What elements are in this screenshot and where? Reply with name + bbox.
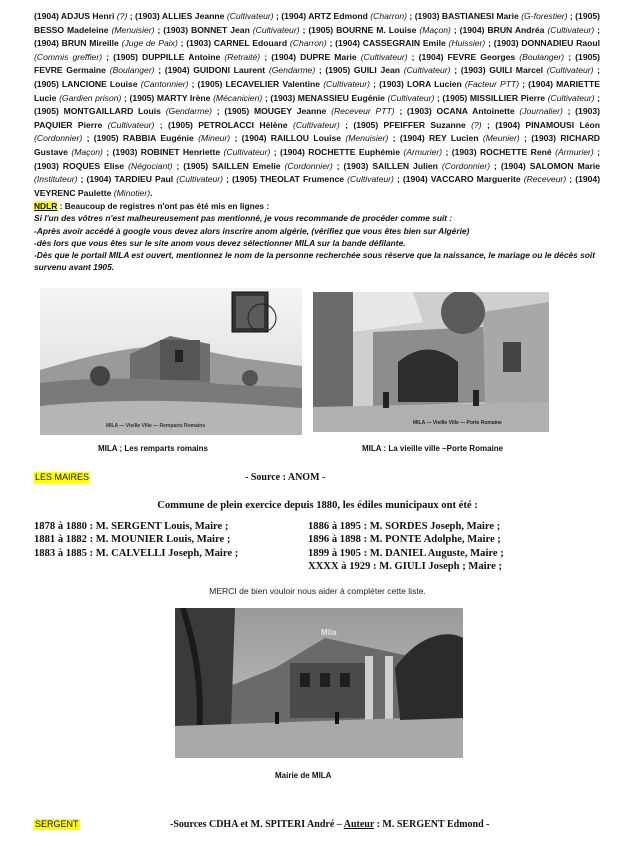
entry-name: (1905) DUPPILLE Antoine <box>113 51 221 62</box>
entry-occupation: (Négociant) <box>128 160 173 171</box>
registry-entry <box>94 133 230 143</box>
source-anom: - Source : ANOM - <box>245 472 326 483</box>
entry-name: (1903) CARNEL Edouard <box>186 38 288 49</box>
entry-name: (1905) LECAVELIER Valentine <box>197 78 321 89</box>
caption-remparts: MILA ; Les remparts romains <box>98 444 208 453</box>
entry-name: (1905) FEVRE Germaine <box>34 51 601 76</box>
entry-occupation: (Huissier) <box>448 38 486 49</box>
maires-intro: Commune de plein exercice depuis 1880, les édiles municipaux ont été : <box>157 500 478 511</box>
sources-suffix: : M. SERGENT Edmond - <box>374 819 490 830</box>
registry-entry <box>270 93 434 103</box>
caption-porte-romaine: MILA : La vieille ville –Porte Romaine <box>362 444 504 453</box>
registry-entry <box>461 65 594 75</box>
entry-name: (1904) ROCHETTE Euphémie <box>280 146 400 157</box>
entry-occupation: (Juge de Paix) <box>121 38 178 49</box>
entry-name: (1904) SALOMON Marie <box>500 160 601 171</box>
ndlr-label: NDLR <box>34 201 58 211</box>
entry-occupation: (Cordonnier) <box>34 133 83 144</box>
entry-name: (1904) PINAMOUSI Léon <box>495 119 601 130</box>
entry-name: (1904) BRUN Mireille <box>34 38 119 49</box>
entry-name: (1904) DUPRE Marie <box>271 51 357 62</box>
entry-name: (1903) ROCHETTE René <box>451 146 552 157</box>
registry-entry <box>34 106 212 116</box>
entry-occupation: (Commis greffier) <box>34 51 103 62</box>
entry-occupation: (Facteur PTT) <box>464 78 520 89</box>
entry-occupation: (Meunier) <box>482 133 520 144</box>
entry-name: (1903) MENASSIEU Eugénie <box>270 92 385 103</box>
entry-name: (1905) BESSO Madeleine <box>34 11 601 35</box>
registry-entry <box>168 120 340 130</box>
entry-name: (1903) RICHARD Gustave <box>34 133 600 157</box>
ndlr-note <box>34 200 600 274</box>
registry-entry <box>165 65 315 75</box>
maire-entry: 1883 à 1885 : M. CALVELLI Joseph, Maire ; <box>34 547 239 559</box>
entry-name: (1904) RAILLOU Louise <box>241 133 342 144</box>
entry-occupation: (Cultivateur) <box>547 24 595 35</box>
entry-occupation: (Cultivateur) <box>347 174 394 185</box>
registry-entry <box>34 38 178 48</box>
entry-name: (1903) ROQUES Elise <box>34 160 125 171</box>
registry-entry <box>34 79 188 89</box>
photo-mairie <box>175 608 463 758</box>
entry-name: (1904) GUIDONI Laurent <box>164 65 266 76</box>
entry-occupation: (Boulanger) <box>109 65 155 76</box>
entry-name: (1905) PFEIFFER Suzanne <box>353 119 466 130</box>
entry-occupation: (Cultivateur) <box>223 146 271 157</box>
registry-entry <box>325 65 450 75</box>
heading-les-maires: LES MAIRES <box>35 472 90 482</box>
registry-entry <box>419 52 565 62</box>
registry-entry <box>135 11 274 21</box>
entry-name: (1903) ROBINET Henriette <box>112 146 221 157</box>
entry-occupation: (Charron) <box>370 11 408 21</box>
entry-occupation: (Gendarme) <box>165 106 213 117</box>
entry-name: (1903) ALLIES Jeanne <box>134 11 225 21</box>
registry-entry <box>452 147 594 157</box>
entry-occupation: (Gardien prison) <box>59 92 122 103</box>
photo-porte-romaine <box>313 292 549 432</box>
entry-name: (1904) MARIETTE Lucie <box>34 78 601 103</box>
maire-entry: 1899 à 1905 : M. DANIEL Auguste, Maire ; <box>308 547 504 559</box>
sources-prefix: -Sources CDHA et M. SPITERI André – <box>170 819 344 830</box>
entry-occupation: (Cantonnier) <box>140 78 189 89</box>
registry-entry <box>281 11 407 21</box>
registry-entry <box>242 133 389 143</box>
ndlr-line: -Dès que le portail MILA est ouvert, mentionnez le nom de la personne recherchée sous réserve que la naissance, le mariage ou le décès soit survenu avant 1905. <box>34 250 596 273</box>
entry-occupation: (Cultivateur) <box>546 65 594 76</box>
entry-name: (1904) VEYRENC Paulette <box>34 174 601 198</box>
registry-entry <box>308 25 451 35</box>
ndlr-line: Si l'un des vôtres n'est malheureusement pas mentionné, je vous recommande de procéder comme suit : <box>34 213 453 224</box>
registry-entry <box>232 174 394 184</box>
registry-entry <box>379 79 519 89</box>
entry-name: (1905) MISSILLIER Pierre <box>442 92 546 103</box>
entry-occupation: (Minotier) <box>113 187 151 198</box>
maire-entry: 1881 à 1882 : M. MOUNIER Louis, Maire ; <box>34 534 231 546</box>
entry-name: (1904) ADJUS Henri <box>34 11 115 21</box>
photo-inner-caption: MILA — Vieille Ville — Porte Romaine <box>413 420 502 426</box>
entry-occupation: (Receveur) <box>523 174 567 185</box>
entry-name: (1904) FEVRE Georges <box>418 51 516 62</box>
entry-occupation: (Cultivateur) <box>107 119 155 130</box>
photo-inner-caption: MILA — Vieille Ville — Remparts Romains <box>106 423 206 429</box>
entry-occupation: (Menuisier) <box>345 133 389 144</box>
ndlr-line: -Après avoir accédé à google vous devez alors inscrire anom algérie, (vérifiez que vous êtes bien sur Algérie) <box>34 225 470 236</box>
entry-name: (1904) CASSEGRAIN Emile <box>335 38 446 49</box>
registry-entry <box>113 147 271 157</box>
entry-name: (1904) BRUN Andréa <box>459 24 545 35</box>
heading-sergent: SERGENT <box>35 819 79 829</box>
registry-entry <box>353 120 481 130</box>
entry-name: (1905) MONTGAILLARD Louis <box>34 106 161 117</box>
entry-occupation: (Cultivateur) <box>360 51 408 62</box>
registry-entry <box>34 161 172 171</box>
entry-name: (1904) VACCARO Marguerite <box>402 174 521 185</box>
registry-entry <box>163 25 299 35</box>
registry-entry <box>280 147 442 157</box>
maire-entry: 1896 à 1898 : M. PONTE Adolphe, Maire ; <box>308 534 501 546</box>
photo-inner-label: Mila <box>321 628 337 637</box>
registry-entry <box>186 38 326 48</box>
registry-entry <box>415 11 568 21</box>
ndlr-line: -dès lors que vous êtes sur le site anom vous devez sélectionner MILA sur la bande défilante. <box>34 237 406 248</box>
entry-occupation: (Mécanicien) <box>213 92 263 103</box>
maire-entry: XXXX à 1929 : M. GIULI Joseph ; Maire ; <box>308 560 503 572</box>
entry-name: (1905) MOUGEY Jeanne <box>224 106 327 117</box>
entry-name: (1905) MARTY Irène <box>129 92 211 103</box>
entry-occupation: (Cordonnier) <box>284 160 333 171</box>
registry-entry <box>86 174 223 184</box>
registry-entry <box>344 161 491 171</box>
entry-name: (1903) BONNET Jean <box>163 24 250 35</box>
maire-entry: 1878 à 1880 : M. SERGENT Louis, Maire ; <box>34 521 229 532</box>
registry-entry <box>442 93 594 103</box>
registry-entry <box>34 11 127 21</box>
entry-occupation: (Charron) <box>289 38 327 49</box>
entry-name: (1904) REY Lucien <box>399 133 479 144</box>
registry-entry <box>400 133 520 143</box>
entry-occupation: (Cultivateur) <box>403 65 451 76</box>
registry-entry <box>129 93 262 103</box>
entry-occupation: (Cordonnier) <box>441 160 491 171</box>
entry-occupation: (G-forestier) <box>521 11 568 21</box>
entry-occupation: (Boulanger) <box>519 51 565 62</box>
entry-occupation: (Armurier) <box>403 146 443 157</box>
merci-note: MERCI de bien vouloir nous aider à compléter cette liste. <box>209 586 426 596</box>
entry-occupation: (Cultivateur) <box>547 92 595 103</box>
entry-occupation: (Cultivateur) <box>387 92 435 103</box>
entry-occupation: (Menuisier) <box>111 24 155 35</box>
auteur-label: Auteur <box>343 819 375 830</box>
registry-entry <box>407 106 563 116</box>
entry-occupation: (Mineur) <box>198 133 231 144</box>
maire-entry: 1886 à 1895 : M. SORDES Joseph, Maire ; <box>308 521 501 532</box>
entry-name: (1903) SAILLEN Julien <box>343 160 438 171</box>
registry-entry <box>224 106 394 116</box>
registry-entry <box>271 52 407 62</box>
entry-name: (1905) PETROLACCI Hélène <box>168 119 288 130</box>
entry-name: (1905) SAILLEN Emelie <box>183 160 281 171</box>
entry-occupation: (Armurier) <box>555 146 594 157</box>
entry-name: (1903) OCANA Antoinette <box>406 106 515 117</box>
entry-name: (1903) PAQUIER Pierre <box>34 106 601 130</box>
caption-mairie: Mairie de MILA <box>275 771 332 780</box>
registry-entry <box>183 161 332 171</box>
entry-name: (1904) ARTZ Edmond <box>281 11 368 21</box>
sergent-sources <box>170 819 490 830</box>
maires-list-left <box>34 520 238 560</box>
entry-occupation: (Receveur PTT) <box>331 106 395 117</box>
entry-name: (1905) LANCIONE Louise <box>34 78 138 89</box>
registry-entry <box>113 52 260 62</box>
registry-entry <box>460 25 595 35</box>
entry-occupation: (?) <box>116 11 128 21</box>
entry-name: (1903) GUILI Marcel <box>460 65 544 76</box>
entry-name: (1905) THEOLAT Frumence <box>232 174 345 185</box>
entry-occupation: (?) <box>471 119 482 130</box>
entry-occupation: (Journalier) <box>519 106 563 117</box>
entry-occupation: (Cultivateur) <box>176 174 224 185</box>
entry-name: (1905) GUILI Jean <box>325 65 401 76</box>
entry-name: (1903) BASTIANESI Marie <box>414 11 519 21</box>
entry-name: (1905) RABBIA Eugénie <box>93 133 194 144</box>
ndlr-title: : Beaucoup de registres n'ont pas été mis en lignes : <box>57 201 270 211</box>
registry-entry <box>403 174 566 184</box>
maires-list-right <box>308 520 504 573</box>
entry-name: (1903) DONNADIEU Raoul <box>493 38 601 49</box>
entry-occupation: (Maçon) <box>71 146 103 157</box>
registry-entry <box>335 38 485 48</box>
entry-occupation: (Instituteur) <box>34 174 78 185</box>
entry-occupation: (Cultivateur) <box>292 119 340 130</box>
entry-occupation: (Gendarme) <box>268 65 316 76</box>
registry-entries: (1904) ADJUS Henri (?) ; (1903) ALLIES Jeanne (Cultivateur) ; (1904) ARTZ Edmond (Charron) ; (1903) BASTIANESI Marie (G-forestier) ; (1905) BESSO Madeleine (Menuisier) ; (1903) BONNET Jean (Cultivateur) ; (1905) BOURNE M. Louise (Maçon) ; (1904) BRUN Andréa (Cultivateur) ; (1904) BRUN Mireille (Juge de Paix) ; (1903) CARNEL Edouard (Charron) ; (1904) CASSEGRAIN Emile (Huissier) ; (1903) DONNADIEU Raoul (Commis greffier) ; (1905) DUPPILLE Antoine (Retraité) ; (1904) DUPRE Marie (Cultivateur) ; (1904) FEVRE Georges (Boulanger) ; (1905) FEVRE Germaine (Boulanger) ; (1904) GUIDONI Laurent (Gendarme) ; (1905) GUILI Jean (Cultivateur) ; (1903) GUILI Marcel (Cultivateur) ; (1905) LANCIONE Louise (Cantonnier) ; (1905) LECAVELIER Valentine (Cultivateur) ; (1903) LORA Lucien (Facteur PTT) ; (1904) MARIETTE Lucie (Gardien prison) ; (1905) MARTY Irène (Mécanicien) ; (1903) MENASSIEU Eugénie (Cultivateur) ; (1905) MISSILLIER Pierre (Cultivateur) ; (1905) MONTGAILLARD Louis (Gendarme) ; (1905) MOUGEY Jeanne (Receveur PTT) ; (1903) OCANA Antoinette (Journalier) ; (1903) PAQUIER Pierre (Cultivateur) ; (1905) PETROLACCI Hélène (Cultivateur) ; (1905) PFEIFFER Suzanne (?) ; (1904) PINAMOUSI Léon (Cordonnier) ; (1905) RABBIA Eugénie (Mineur) ; (1904) RAILLOU Louise (Menuisier) ; (1904) REY Lucien (Meunier) ; (1903) RICHARD Gustave (Maçon) ; (1903) ROBINET Henriette (Cultivateur) ; (1904) ROCHETTE Euphémie (Armurier) ; (1903) ROCHETTE René (Armurier) ; (1903) ROQUES Elise (Négociant) ; (1905) SAILLEN Emelie (Cordonnier) ; (1903) SAILLEN Julien (Cordonnier) ; (1904) SALOMON Marie (Instituteur) ; (1904) TARDIEU Paul (Cultivateur) ; (1905) THEOLAT Frumence (Cultivateur) ; (1904) VACCARO Marguerite (Receveur) ; (1904) VEYRENC Paulette (Minotier). <box>34 11 601 198</box>
entry-occupation: (Cultivateur) <box>323 78 370 89</box>
entry-occupation: (Retraité) <box>224 51 261 62</box>
entry-name: (1905) BOURNE M. Louise <box>308 24 417 35</box>
entry-name: (1904) TARDIEU Paul <box>86 174 174 185</box>
entry-occupation: (Maçon) <box>419 24 451 35</box>
entry-occupation: (Cultivateur) <box>252 24 300 35</box>
registry-entry <box>198 79 370 89</box>
photo-remparts-romains <box>40 288 302 435</box>
entry-name: (1903) LORA Lucien <box>379 78 462 89</box>
entry-occupation: (Cultivateur) <box>226 11 274 21</box>
